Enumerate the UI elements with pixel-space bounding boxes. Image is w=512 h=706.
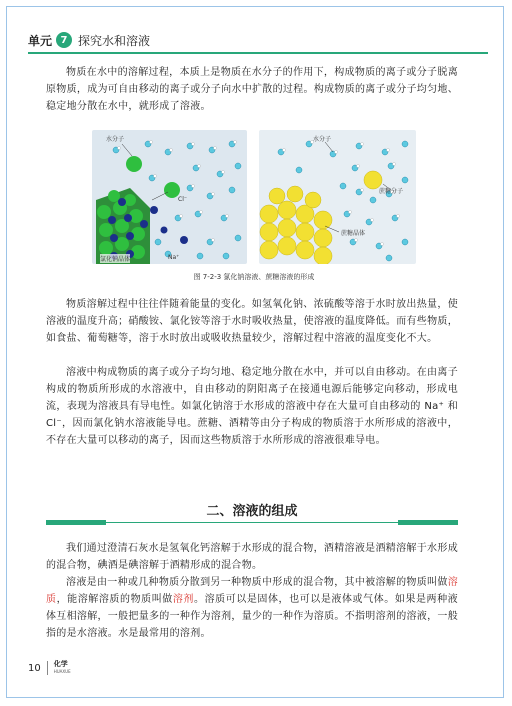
sucrose-illustration bbox=[259, 130, 416, 264]
paragraph-solution-definition bbox=[46, 574, 458, 642]
page-footer bbox=[28, 658, 71, 678]
label-sucrose-crystal: 蔗糖晶体 bbox=[341, 230, 366, 237]
term-solvent: 溶剂 bbox=[172, 594, 194, 605]
unit-label: 单元 bbox=[28, 33, 53, 48]
definition-text-a: 溶液是由一种或几种物质分散到另一种物质中形成的混合物，其中被溶解的物质叫做 bbox=[66, 577, 448, 588]
term-solute: 溶质 bbox=[46, 577, 458, 605]
unit-title: 探究水和溶液 bbox=[78, 33, 151, 48]
sucrose-crystal bbox=[260, 186, 332, 264]
paragraph-examples: 我们通过澄清石灰水是氢氧化钙溶解于水形成的混合物，酒精溶液是酒精溶解于水形成的混合物，碘酒是碘溶解于酒精形成的混合物。 bbox=[46, 543, 458, 571]
paragraph-energy-change: 物质溶解过程中往往伴随着能量的变化。如氢氧化钠、浓硫酸等溶于水时放出热量，使溶液的温度升高；硝酸铵、氯化铵等溶于水时吸收热量，使溶液的温度降低。而有些物质，如食盐、葡萄糖等，溶于水时放出或吸收热量较少，溶解过程中溶液的温度变化不大。 bbox=[46, 299, 458, 344]
nacl-crystal bbox=[96, 188, 150, 264]
figure-sucrose-solution bbox=[259, 130, 416, 264]
label-water-molecule-left: 水分子 bbox=[106, 136, 125, 143]
label-nacl-crystal: 氯化钠晶体 bbox=[100, 256, 131, 263]
definition-text-c: 。溶质可以是固体，也可以是液体或气体。如果是两种液体互相溶解，一般把量多的一种作为溶剂，量少的一种作为溶质。不指明溶剂的溶液，一般指的是水溶液。水是最常用的溶剂。 bbox=[46, 594, 458, 639]
figure-nacl-solution bbox=[92, 130, 247, 264]
label-sucrose-molecule: 蔗糖分子 bbox=[379, 188, 404, 195]
subject-name: 化学 bbox=[53, 660, 68, 668]
paragraph-conductivity: 溶液中构成物质的离子或分子均匀地、稳定地分散在水中，并可以自由移动。在由离子构成的物质所形成的水溶液中，自由移动的阴阳离子在接通电源后能够定向移动，形成电流，表现为溶液具有导电性。如氯化钠溶于水形成的溶液中存在大量可自由移动的 Na⁺ 和 Cl⁻，因而氯化钠水溶液能导电。蔗糖、酒精等由分子构成的物质溶于水所形成的溶液中，不存在大量可以移动的离子，因而这些物质溶于水所形成的溶液很难导电。 bbox=[46, 367, 458, 446]
label-sodium-ion: Na⁺ bbox=[168, 254, 180, 261]
label-chloride-ion: Cl⁻ bbox=[178, 196, 188, 203]
header-divider bbox=[28, 52, 488, 54]
subject-pinyin: HUAXUE bbox=[53, 669, 71, 674]
figure-caption: 图 7-2-3 氯化钠溶液、蔗糖溶液的形成 bbox=[193, 273, 315, 281]
page-number: 10 bbox=[28, 662, 41, 674]
definition-text-b: ，能溶解溶质的物质叫做 bbox=[56, 594, 173, 605]
nacl-illustration bbox=[92, 130, 247, 264]
unit-header bbox=[28, 28, 488, 52]
unit-number-badge: 7 bbox=[56, 32, 72, 48]
section-divider bbox=[46, 520, 458, 526]
paragraph-dissolution-process: 物质在水中的溶解过程，本质上是物质在水分子的作用下，构成物质的离子或分子脱离原物质，成为可自由移动的离子或分子向水中扩散的过程。构成物质的离子或分子均匀地、稳定地分散在水中，就形成了溶液。 bbox=[46, 67, 458, 112]
section-title: 二、溶液的组成 bbox=[206, 504, 298, 519]
footer-subject bbox=[54, 660, 71, 676]
label-water-molecule-right: 水分子 bbox=[313, 136, 332, 143]
